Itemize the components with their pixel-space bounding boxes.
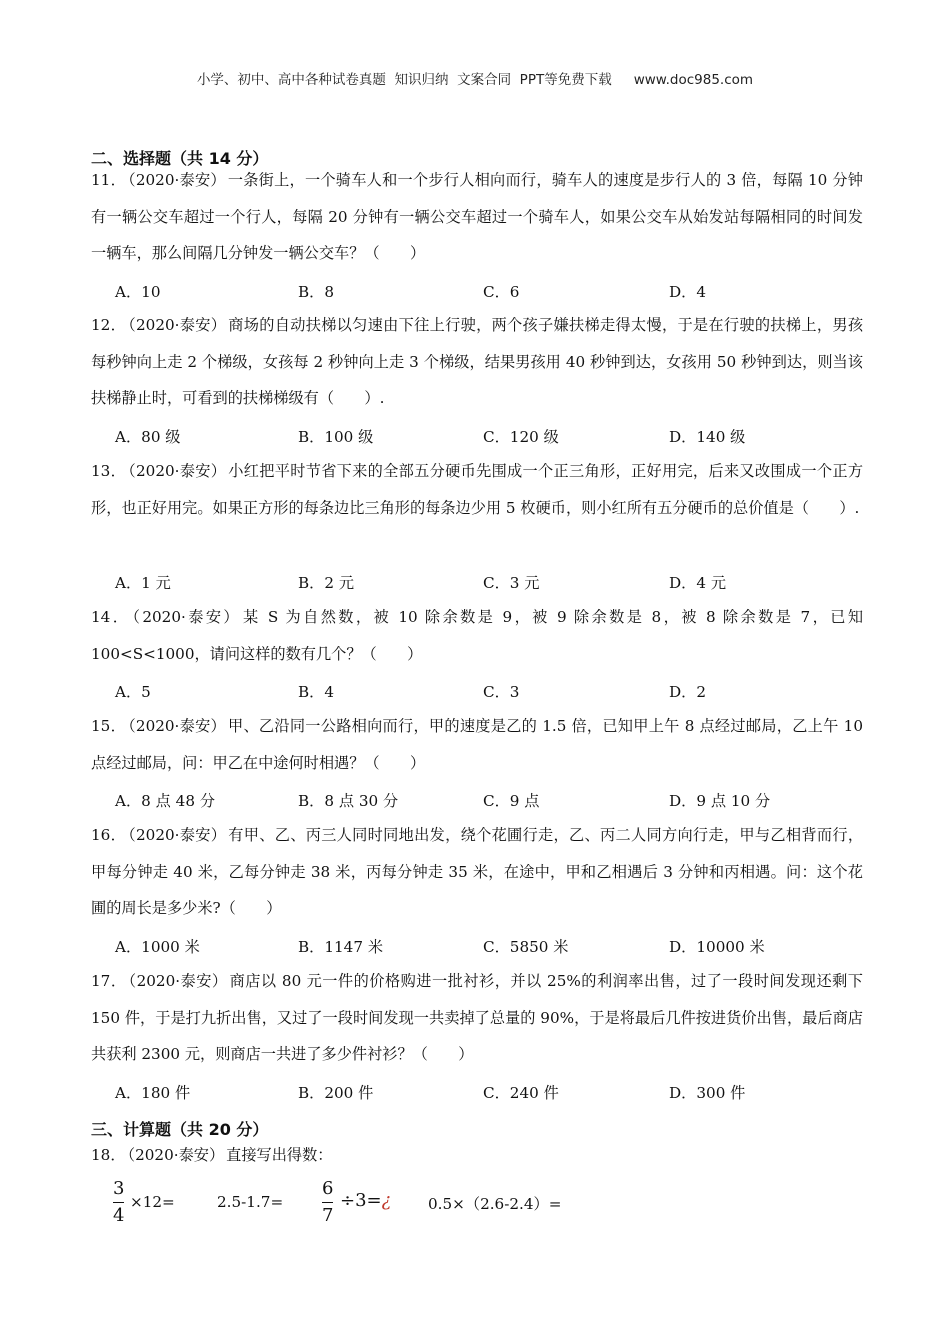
option-d: D．10000 米 [669, 938, 765, 956]
option-d: D．9 点 10 分 [669, 792, 771, 810]
options-15 [115, 790, 875, 820]
option-b: B．8 点 30 分 [298, 792, 399, 810]
option-d: D．4 元 [669, 574, 727, 592]
expression-3 [340, 1190, 391, 1211]
options-12 [115, 426, 875, 456]
option-c: C．6 [483, 283, 520, 301]
options-17 [115, 1082, 875, 1112]
section-title-choice: 二、选择题（共 14 分） [91, 149, 269, 168]
question-14 [91, 599, 863, 672]
option-a: A．1000 米 [115, 938, 200, 956]
question-text: 小红把平时节省下来的全部五分硬币先围成一个正三角形，正好用完，后来又改围成一个正方形，也正好用完。如果正方形的每条边比三角形的每条边少用 5 枚硬币，则小红所有五分硬币的总价值是（ ）. [91, 462, 864, 517]
question-18 [91, 1137, 863, 1174]
question-number: 15． [91, 717, 127, 735]
question-15 [91, 708, 863, 781]
question-11 [91, 162, 863, 272]
question-number: 13． [91, 462, 127, 480]
question-number: 18． [91, 1146, 126, 1164]
calculation-row [113, 1178, 673, 1234]
question-text: 甲、乙沿同一公路相向而行，甲的速度是乙的 1.5 倍，已知甲上午 8 点经过邮局，乙上午 10 点经过邮局，问：甲乙在中途何时相遇？（ ） [91, 717, 863, 772]
option-d: D．2 [669, 683, 707, 701]
question-source: （2020·泰安） [128, 826, 227, 844]
question-source: （2020·泰安） [128, 316, 227, 334]
fraction-3-4 [113, 1178, 124, 1227]
option-c: C．120 级 [483, 428, 559, 446]
header-url[interactable]: www.doc985.com [633, 72, 754, 88]
option-d: D．4 [669, 283, 707, 301]
option-b: B．2 元 [298, 574, 355, 592]
fraction-6-7 [322, 1178, 333, 1227]
options-16 [115, 936, 875, 966]
question-12 [91, 307, 863, 417]
header-text: 小学、初中、高中各种试卷真题 知识归纳 文案合同 PPT等免费下载 [196, 72, 612, 88]
fraction-numerator: 3 [113, 1178, 125, 1199]
question-number: 12． [91, 316, 127, 334]
question-number: 11． [91, 171, 126, 189]
question-text: 直接写出得数： [226, 1146, 333, 1164]
option-c: C．3 [483, 683, 520, 701]
fraction-bar [322, 1202, 333, 1203]
fraction-bar [113, 1202, 124, 1203]
option-b: B．1147 米 [298, 938, 384, 956]
question-13 [91, 453, 863, 526]
option-a: A．80 级 [115, 428, 181, 446]
fraction-denominator: 7 [322, 1205, 334, 1226]
option-a: A．10 [115, 283, 161, 301]
page-header [0, 68, 950, 88]
question-text: 一条街上，一个骑车人和一个步行人相向而行，骑车人的速度是步行人的 3 倍，每隔 10 分钟有一辆公交车超过一个行人，每隔 20 分钟有一辆公交车超过一个骑车人，如果公交车从始发站每隔相同的时间发一辆车，那么间隔几分钟发一辆公交车？（ ） [91, 171, 863, 263]
expression-3-text: ÷3= [340, 1190, 382, 1211]
option-b: B．100 级 [298, 428, 374, 446]
expression-4: 0.5×（2.6-2.4）= [428, 1195, 562, 1213]
question-text: 商场的自动扶梯以匀速由下往上行驶，两个孩子嫌扶梯走得太慢，于是在行驶的扶梯上，男孩每秒钟向上走 2 个梯级，女孩每 2 秒钟向上走 3 个梯级，结果男孩用 40 秒钟到达，女孩用 50 秒钟到达，则当该扶梯静止时，可看到的扶梯梯级有（ ）. [91, 316, 864, 408]
option-c: C．9 点 [483, 792, 540, 810]
question-text: 商店以 80 元一件的价格购进一批衬衫，并以 25%的利润率出售，过了一段时间发现还剩下 150 件，于是打九折出售，又过了一段时间发现一共卖掉了总量的 90%，于是将最后几件按进货价出售，最后商店共获利 2300 元，则商店一共进了多少件衬衫？（ ） [91, 972, 863, 1064]
options-13 [115, 572, 875, 602]
fraction-denominator: 4 [113, 1205, 125, 1226]
expression-2: 2.5-1.7= [217, 1193, 284, 1211]
question-source: （2020·泰安） [128, 462, 227, 480]
option-b: B．200 件 [298, 1084, 374, 1102]
question-source: （2020·泰安） [128, 171, 226, 189]
question-number: 14． [91, 608, 131, 626]
option-d: D．140 级 [669, 428, 746, 446]
fraction-numerator: 6 [322, 1178, 334, 1199]
question-16 [91, 817, 863, 927]
option-a: A．8 点 48 分 [115, 792, 216, 810]
question-source: （2020·泰安） [128, 972, 228, 990]
question-number: 17． [91, 972, 127, 990]
options-14 [115, 681, 875, 711]
expression-1: ×12= [130, 1193, 175, 1211]
question-number: 16． [91, 826, 127, 844]
option-b: B．4 [298, 683, 335, 701]
option-a: A．5 [115, 683, 151, 701]
section-title-calc: 三、计算题（共 20 分） [91, 1120, 269, 1139]
question-text: 有甲、乙、丙三人同时同地出发，绕个花圃行走，乙、丙二人同方向行走，甲与乙相背而行，甲每分钟走 40 米，乙每分钟走 38 米，丙每分钟走 35 米，在途中，甲和乙相遇后 3 分钟和丙相遇。问：这个花圃的周长是多少米?（ ） [91, 826, 864, 918]
question-source: （2020·泰安） [132, 608, 242, 626]
option-a: A．1 元 [115, 574, 171, 592]
question-text: 某 S 为自然数，被 10 除余数是 9，被 9 除余数是 8，被 8 除余数是 7，已知 100<S<1000，请问这样的数有几个？（ ） [91, 608, 864, 663]
question-source: （2020·泰安） [128, 717, 227, 735]
question-source: （2020·泰安） [127, 1146, 225, 1164]
error-glyph: ¿ [381, 1190, 392, 1211]
question-17 [91, 963, 863, 1073]
option-b: B．8 [298, 283, 335, 301]
option-d: D．300 件 [669, 1084, 746, 1102]
option-c: C．5850 米 [483, 938, 569, 956]
option-c: C．3 元 [483, 574, 540, 592]
option-a: A．180 件 [115, 1084, 191, 1102]
option-c: C．240 件 [483, 1084, 559, 1102]
